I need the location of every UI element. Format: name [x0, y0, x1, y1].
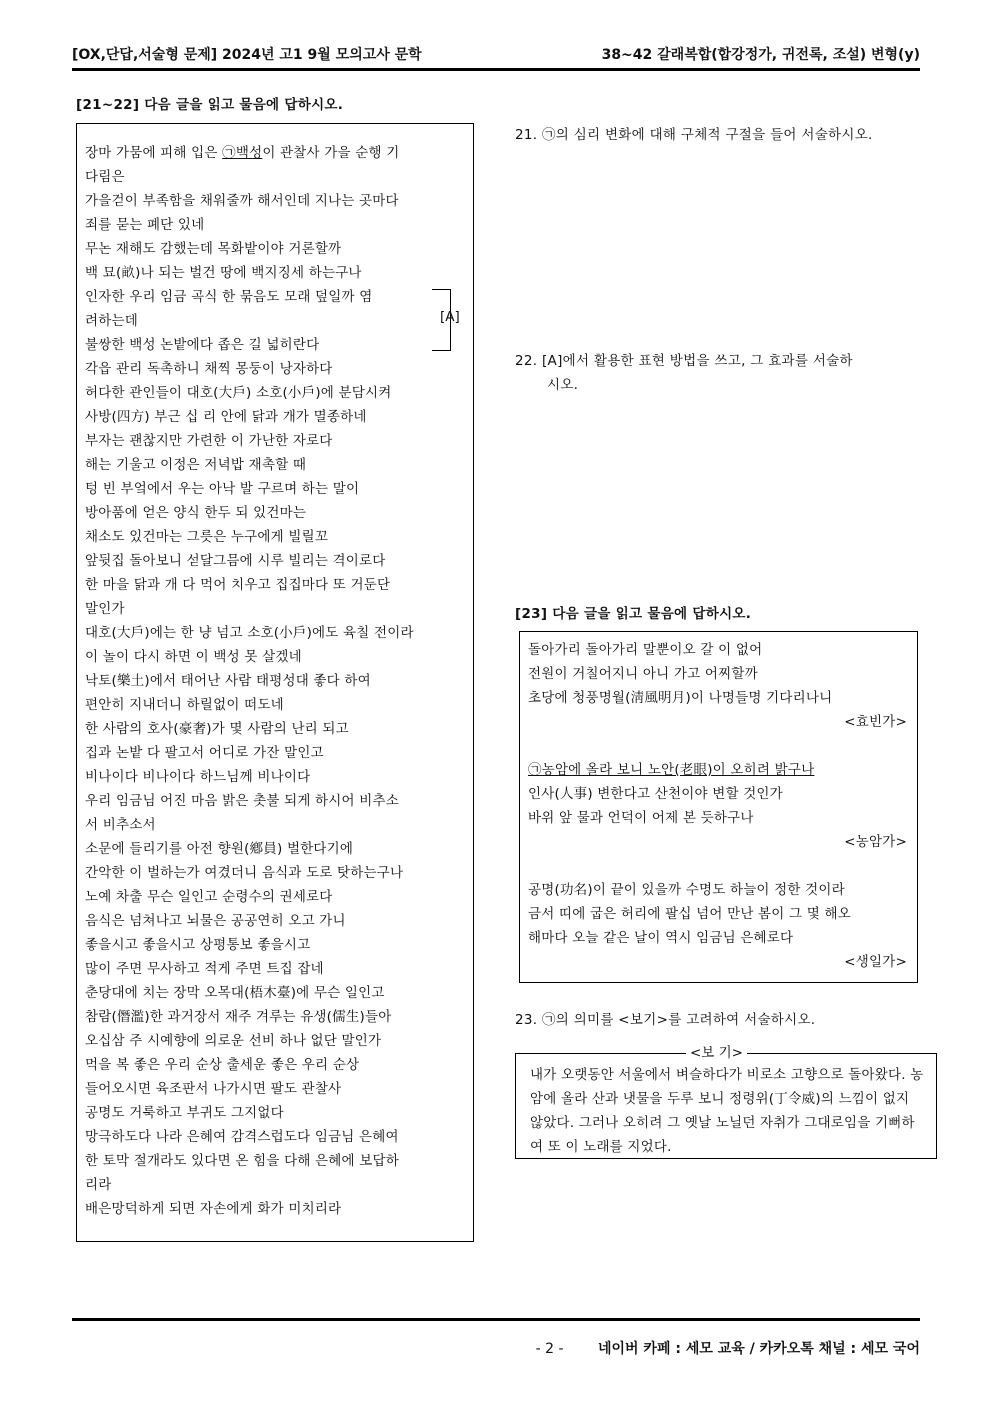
passage-line: 춘당대에 치는 장막 오목대(梧木臺)에 무슨 일인고	[85, 985, 385, 1001]
question-21: 21. ㉠의 심리 변화에 대해 구체적 구절을 들어 서술하시오.	[515, 127, 873, 143]
poem-line: 돌아가리 돌아가리 말뿐이오 갈 이 없어	[528, 642, 763, 658]
passage-line: 해는 기울고 이정은 저녁밥 재촉할 때	[85, 457, 307, 473]
passage-line: 대호(大戶)에는 한 냥 넘고 소호(小戶)에도 육칠 전이라	[85, 625, 414, 641]
passage-line: 허다한 관인들이 대호(大戶) 소호(小戶)에 분담시켜	[85, 385, 392, 401]
passage-line: 좋을시고 좋을시고 상평통보 좋을시고	[85, 937, 311, 953]
passage-box	[76, 123, 474, 1242]
passage-line: 가을걷이 부족함을 채워줄까 해서인데 지나는 곳마다	[85, 193, 399, 209]
passage-line: 음식은 넘쳐나고 뇌물은 공공연히 오고 가니	[85, 913, 346, 929]
passage-line: 죄를 묻는 폐단 있네	[85, 217, 205, 233]
page-number: - 2 -	[535, 1341, 564, 1357]
passage-line: 한 토막 절개라도 있다면 온 힘을 다해 은혜에 보답하	[85, 1153, 399, 1169]
passage-line: 들어오시면 육조판서 나가시면 팔도 관찰사	[85, 1081, 342, 1097]
bogi-label: <보 기>	[686, 1045, 747, 1061]
passage-line: 방아품에 얻은 양식 한두 되 있건마는	[85, 505, 307, 521]
passage-line: 불쌍한 백성 논밭에다 좁은 길 넓히란다	[85, 337, 320, 353]
passage-line-first: 장마 가뭄에 피해 입은 ㉠백성이 관찰사 가을 순행 기	[85, 145, 400, 161]
passage-line: 려하는데	[85, 313, 138, 329]
passage-line: 우리 임금님 어진 마음 밝은 촛불 되게 하시어 비추소	[85, 793, 399, 809]
poem-line: 초당에 청풍명월(淸風明月)이 나명들명 기다리나니	[528, 690, 833, 706]
passage-line: 한 사람의 호사(豪奢)가 몇 사람의 난리 되고	[85, 721, 349, 737]
question-23: 23. ㉠의 의미를 <보기>를 고려하여 서술하시오.	[515, 1012, 816, 1028]
header-left: [OX,단답,서술형 문제] 2024년 고1 9월 모의고사 문학	[72, 47, 422, 63]
passage-line: 앞뒷집 돌아보니 섣달그믐에 시루 빌리는 격이로다	[85, 553, 386, 569]
bottom-rule	[72, 1318, 920, 1321]
poem-line: 금서 띠에 굽은 허리에 팔십 넘어 만난 봄이 그 몇 해오	[528, 906, 851, 922]
passage-line: 배은망덕하게 되면 자손에게 화가 미치리라	[85, 1201, 342, 1217]
passage-line: 간악한 이 벌하는가 여겼더니 음식과 도로 탓하는구나	[85, 865, 404, 881]
poem-source-nongamga: <농암가>	[844, 834, 907, 850]
passage-line: 편안히 지내더니 하릴없이 떠도네	[85, 697, 284, 713]
passage-line: 각읍 관리 독촉하니 채찍 몽둥이 낭자하다	[85, 361, 333, 377]
passage-line: 다림은	[85, 169, 125, 185]
bracket-a-label: [A]	[440, 309, 460, 325]
passage-line: 먹을 복 좋은 우리 순상 출세운 좋은 우리 순상	[85, 1057, 360, 1073]
passage-line: 참람(僭濫)한 과거장서 재주 겨루는 유생(儒生)들아	[85, 1009, 392, 1025]
passage-line: 망극하도다 나라 은혜여 감격스럽도다 임금님 은혜여	[85, 1129, 399, 1145]
passage-line: 많이 주면 무사하고 적게 주면 트집 잡네	[85, 961, 324, 977]
poem-line: 해마다 오늘 같은 날이 역시 임금님 은혜로다	[528, 930, 794, 946]
passage-line: 한 마을 닭과 개 다 먹어 치우고 집집마다 또 거둔단	[85, 577, 391, 593]
passage-line: 말인가	[85, 601, 125, 617]
passage-line: 공명도 거룩하고 부귀도 그지없다	[85, 1105, 284, 1121]
passage-line: 비나이다 비나이다 하느님께 비나이다	[85, 769, 311, 785]
passage-line: 리라	[85, 1177, 112, 1193]
poem-line: 공명(功名)이 끝이 있을까 수명도 하늘이 정한 것이라	[528, 882, 845, 898]
poem-line: 전원이 거칠어지니 아니 가고 어찌할까	[528, 666, 758, 682]
bogi-text: 내가 오랫동안 서울에서 벼슬하다가 비로소 고향으로 돌아왔다. 농암에 올라 산과 냇물을 두루 보니 정령위(丁令威)의 느낌이 없지 않았다. 그러나 오히려 그 옛날 노닐던 자취가 그대로임을 기뻐하여 또 이 노래를 지었다.	[530, 1067, 924, 1155]
passage-line: 부자는 괜찮지만 가련한 이 가난한 자로다	[85, 433, 333, 449]
marked-word-baekseong: ㉠백성	[222, 145, 263, 161]
poem-line-underlined: ㉠농암에 올라 보니 노안(老眼)이 오히려 밝구나	[528, 762, 815, 778]
section-title-21-22: [21~22] 다음 글을 읽고 물음에 답하시오.	[76, 97, 344, 113]
passage-line: 서 비추소서	[85, 817, 156, 833]
passage-line: 무논 재해도 감했는데 목화밭이야 거론할까	[85, 241, 342, 257]
section-title-23: [23] 다음 글을 읽고 물음에 답하시오.	[515, 606, 752, 622]
passage-line: 이 놀이 다시 하면 이 백성 못 살겠네	[85, 649, 302, 665]
poem-line: 바위 앞 물과 언덕이 어제 본 듯하구나	[528, 810, 754, 826]
passage-line: 낙토(樂土)에서 태어난 사람 태평성대 좋다 하여	[85, 673, 371, 689]
footer	[536, 1338, 920, 1358]
question-22: 22. [A]에서 활용한 표현 방법을 쓰고, 그 효과를 서술하 시오.	[515, 353, 853, 393]
poem-box	[519, 631, 918, 983]
passage-line: 백 묘(畝)나 되는 벌건 땅에 백지징세 하는구나	[85, 265, 362, 281]
top-rule	[72, 68, 920, 71]
passage-line: 텅 빈 부엌에서 우는 아낙 발 구르며 하는 말이	[85, 481, 360, 497]
poem-source-hyobinga: <효빈가>	[844, 714, 907, 730]
channel-info: 네이버 카페 : 세모 교육 / 카카오톡 채널 : 세모 국어	[597, 1341, 920, 1357]
bogi-box	[515, 1045, 937, 1159]
passage-line: 오십삼 주 시예향에 의로운 선비 하나 없단 말인가	[85, 1033, 382, 1049]
passage-line: 사방(四方) 부근 십 리 안에 닭과 개가 멸종하네	[85, 409, 367, 425]
passage-line: 집과 논밭 다 팔고서 어디로 가잔 말인고	[85, 745, 324, 761]
passage-line: 소문에 들리기를 아전 향원(鄕員) 벌한다기에	[85, 841, 354, 857]
poem-line: 인사(人事) 변한다고 산천이야 변할 것인가	[528, 786, 783, 802]
passage-line: 채소도 있건마는 그릇은 누구에게 빌릴꼬	[85, 529, 329, 545]
passage-line: 인자한 우리 임금 곡식 한 묶음도 모래 덮일까 염	[85, 289, 373, 305]
passage-line: 노예 차출 무슨 일인고 순령수의 권세로다	[85, 889, 333, 905]
header-right: 38~42 갈래복합(합강정가, 귀전록, 조설) 변형(y)	[601, 47, 920, 63]
poem-source-saengilga: <생일가>	[844, 954, 907, 970]
